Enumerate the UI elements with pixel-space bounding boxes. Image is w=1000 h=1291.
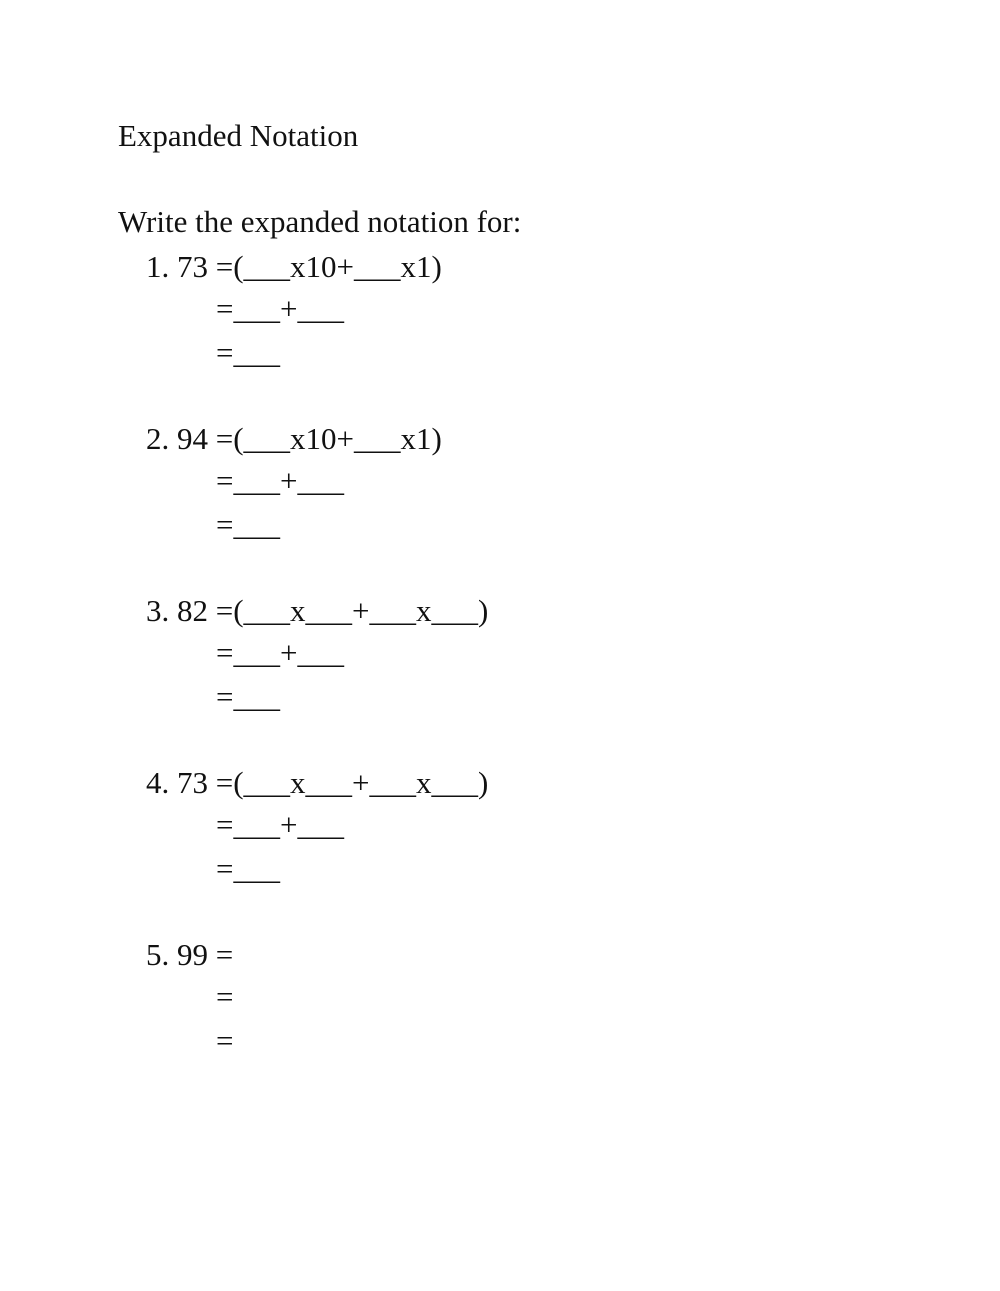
problem-5-sum-line: = (216, 979, 234, 1014)
problem-4-expression: 4. 73 =(___x___+___x___) (146, 765, 489, 800)
problem-2-sum-line: =___+___ (216, 463, 344, 498)
problem-3-sum-line: =___+___ (216, 635, 344, 670)
problem-1-sum-line: =___+___ (216, 291, 344, 326)
problem-3-answer-line: =___ (216, 679, 280, 714)
problem-1-expression: 1. 73 =(___x10+___x1) (146, 249, 442, 284)
problem-4-sum-line: =___+___ (216, 807, 344, 842)
problem-5-answer-line: = (216, 1023, 234, 1058)
worksheet-title: Expanded Notation (118, 118, 359, 153)
problem-2-answer-line: =___ (216, 507, 280, 542)
problem-2-expression: 2. 94 =(___x10+___x1) (146, 421, 442, 456)
problem-1-answer-line: =___ (216, 335, 280, 370)
instruction-text: Write the expanded notation for: (118, 204, 522, 239)
problem-5-expression: 5. 99 = (146, 937, 234, 972)
problem-3-expression: 3. 82 =(___x___+___x___) (146, 593, 489, 628)
problem-4-answer-line: =___ (216, 851, 280, 886)
